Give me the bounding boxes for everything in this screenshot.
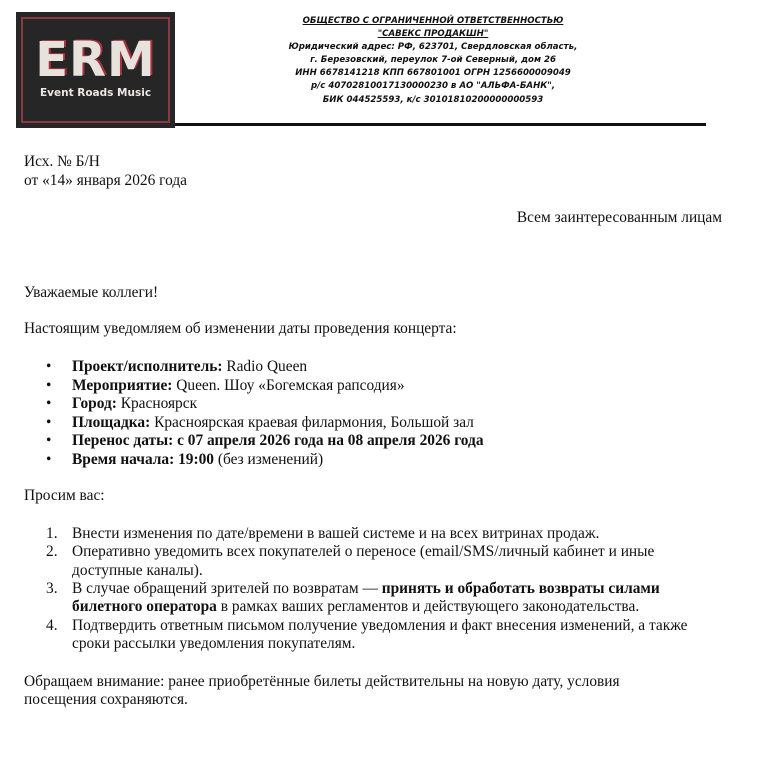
greeting: Уважаемые коллеги! bbox=[24, 284, 159, 301]
outgoing-ref: Исх. № Б/Н bbox=[24, 153, 100, 170]
request-3-plain: В случае обращений зрителей по возвратам — bbox=[72, 580, 382, 597]
list-number: 2. bbox=[46, 543, 58, 560]
request-2-line1: Оперативно уведомить всех покупателей о переносе (email/SMS/личный кабинет и иные bbox=[72, 543, 655, 560]
detail-value: Queen. Шоу «Богемская рапсодия» bbox=[172, 377, 405, 394]
detail-label: Перенос даты: с 07 апреля 2026 года на 08 апреля 2026 года bbox=[72, 432, 484, 449]
detail-date-change bbox=[72, 432, 484, 451]
company-tax-ids: ИНН 6678141218 КПП 667801001 ОГРН 1256600009049 bbox=[295, 68, 571, 79]
company-letterhead bbox=[265, 15, 601, 107]
request-2-line2: доступные каналы). bbox=[72, 562, 203, 579]
company-name-line1: ОБЩЕСТВО С ОГРАНИЧЕННОЙ ОТВЕТСТВЕННОСТЬЮ bbox=[302, 16, 564, 26]
request-3-line2 bbox=[72, 598, 639, 617]
bullet-icon: • bbox=[46, 432, 52, 449]
detail-value: Красноярская краевая филармония, Большой зал bbox=[150, 414, 474, 431]
list-number: 4. bbox=[46, 617, 58, 634]
detail-start-time bbox=[72, 451, 323, 470]
logo-subtitle: Event Roads Music bbox=[39, 87, 152, 99]
detail-label: Площадка: bbox=[72, 414, 151, 431]
closing-note-line2: посещения сохраняются. bbox=[24, 691, 188, 708]
detail-label: Время начала: 19:00 bbox=[72, 451, 214, 468]
detail-label: Проект/исполнитель: bbox=[72, 358, 223, 375]
request-4-line1: Подтвердить ответным письмом получение уведомления и факт внесения изменений, а также bbox=[72, 617, 688, 634]
detail-value: Красноярск bbox=[116, 395, 198, 412]
intro-text: Настоящим уведомляем об изменении даты проведения концерта: bbox=[24, 320, 457, 337]
company-bank-codes: БИК 044525593, к/с 30101810200000000593 bbox=[322, 94, 544, 105]
detail-value: Radio Queen bbox=[222, 358, 308, 375]
request-4-line2: сроки рассылки уведомления покупателям. bbox=[72, 635, 356, 652]
list-number: 3. bbox=[46, 580, 58, 597]
request-3-bold: принять и обработать возвраты силами bbox=[381, 580, 660, 597]
detail-value: (без изменений) bbox=[213, 451, 324, 468]
detail-venue bbox=[72, 414, 474, 433]
company-address-line1: Юридический адрес: РФ, 623701, Свердловская область, bbox=[288, 42, 578, 53]
addressee: Всем заинтересованным лицам bbox=[516, 209, 722, 226]
detail-project bbox=[72, 358, 307, 377]
company-name-line2: "САВЕКС ПРОДАКШН" bbox=[377, 29, 489, 40]
logo-letters: ERM bbox=[35, 32, 156, 88]
header-divider bbox=[175, 123, 706, 126]
detail-event bbox=[72, 377, 405, 396]
list-number: 1. bbox=[46, 525, 58, 542]
request-3-plain-cont: в рамках ваших регламентов и действующего законодательства. bbox=[216, 598, 640, 615]
request-1-line1: Внести изменения по дате/времени в вашей системе и на всех витринах продаж. bbox=[72, 525, 600, 542]
bullet-icon: • bbox=[46, 358, 52, 375]
detail-label: Мероприятие: bbox=[72, 377, 173, 394]
letter-date: от «14» января 2026 года bbox=[24, 172, 187, 189]
bullet-icon: • bbox=[46, 451, 52, 468]
bullet-icon: • bbox=[46, 395, 52, 412]
request-heading: Просим вас: bbox=[24, 487, 105, 504]
closing-note-line1: Обращаем внимание: ранее приобретённые билеты действительны на новую дату, условия bbox=[24, 673, 620, 690]
request-3-line1 bbox=[72, 580, 660, 599]
company-bank-account: р/с 40702810017130000230 в АО "АЛЬФА-БАНК", bbox=[310, 81, 556, 92]
bullet-icon: • bbox=[46, 377, 52, 394]
detail-label: Город: bbox=[72, 395, 117, 412]
detail-city bbox=[72, 395, 197, 414]
bullet-icon: • bbox=[46, 414, 52, 431]
company-logo bbox=[16, 12, 175, 128]
company-address-line2: г. Березовский, переулок 7-ой Северный, дом 26 bbox=[310, 55, 556, 66]
request-3-bold-cont: билетного оператора bbox=[72, 598, 217, 615]
